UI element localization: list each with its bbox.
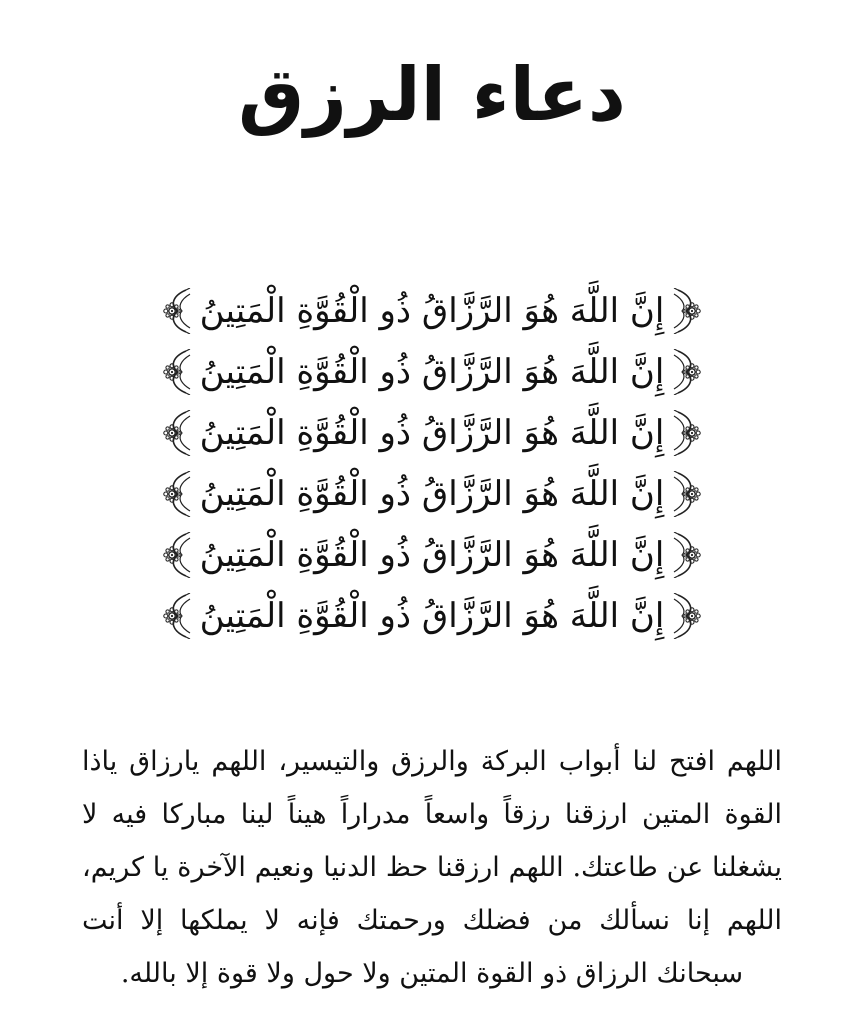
- verse-ornament-right-icon: [670, 288, 704, 334]
- verse-ornament-right-icon: [670, 349, 704, 395]
- verse-ornament-left-icon: [160, 532, 194, 578]
- verse-line: [160, 402, 704, 463]
- supplication-paragraph: اللهم افتح لنا أبواب البركة والرزق والتيسير، اللهم يارزاق ياذا القوة المتين ارزقنا رزقاً واسعاً مدراراً هيناً لينا مباركا فيه لا يشغلنا عن طاعتك. اللهم ارزقنا حظ الدنيا ونعيم الآخرة يا كريم، اللهم إنا نسألك من فضلك ورحمتك فإنه لا يملكها إلا أنت سبحانك الرزاق ذو القوة المتين ولا حول ولا قوة إلا بالله.: [82, 746, 782, 989]
- verse-ornament-left-icon: [160, 288, 194, 334]
- verse-line: [160, 280, 704, 341]
- verse-text: إِنَّ اللَّهَ هُوَ الرَّزَّاقُ ذُو الْقُوَّةِ الْمَتِينُ: [199, 473, 665, 514]
- verse-text: إِنَّ اللَّهَ هُوَ الرَّزَّاقُ ذُو الْقُوَّةِ الْمَتِينُ: [199, 534, 665, 575]
- verse-ornament-left-icon: [160, 349, 194, 395]
- verse-ornament-right-icon: [670, 593, 704, 639]
- verse-line: [160, 463, 704, 524]
- verse-ornament-right-icon: [670, 532, 704, 578]
- verse-ornament-left-icon: [160, 410, 194, 456]
- verse-line: [160, 524, 704, 585]
- verse-text: إِنَّ اللَّهَ هُوَ الرَّزَّاقُ ذُو الْقُوَّةِ الْمَتِينُ: [199, 412, 665, 453]
- verse-text: إِنَّ اللَّهَ هُوَ الرَّزَّاقُ ذُو الْقُوَّةِ الْمَتِينُ: [199, 351, 665, 392]
- verse-ornament-right-icon: [670, 471, 704, 517]
- verse-ornament-left-icon: [160, 593, 194, 639]
- verse-line: [160, 585, 704, 646]
- page-title: دعاء الرزق: [238, 52, 626, 138]
- verse-ornament-left-icon: [160, 471, 194, 517]
- verse-list: [160, 280, 704, 646]
- verse-ornament-right-icon: [670, 410, 704, 456]
- verse-line: [160, 341, 704, 402]
- verse-text: إِنَّ اللَّهَ هُوَ الرَّزَّاقُ ذُو الْقُوَّةِ الْمَتِينُ: [199, 290, 665, 331]
- verse-text: إِنَّ اللَّهَ هُوَ الرَّزَّاقُ ذُو الْقُوَّةِ الْمَتِينُ: [199, 595, 665, 636]
